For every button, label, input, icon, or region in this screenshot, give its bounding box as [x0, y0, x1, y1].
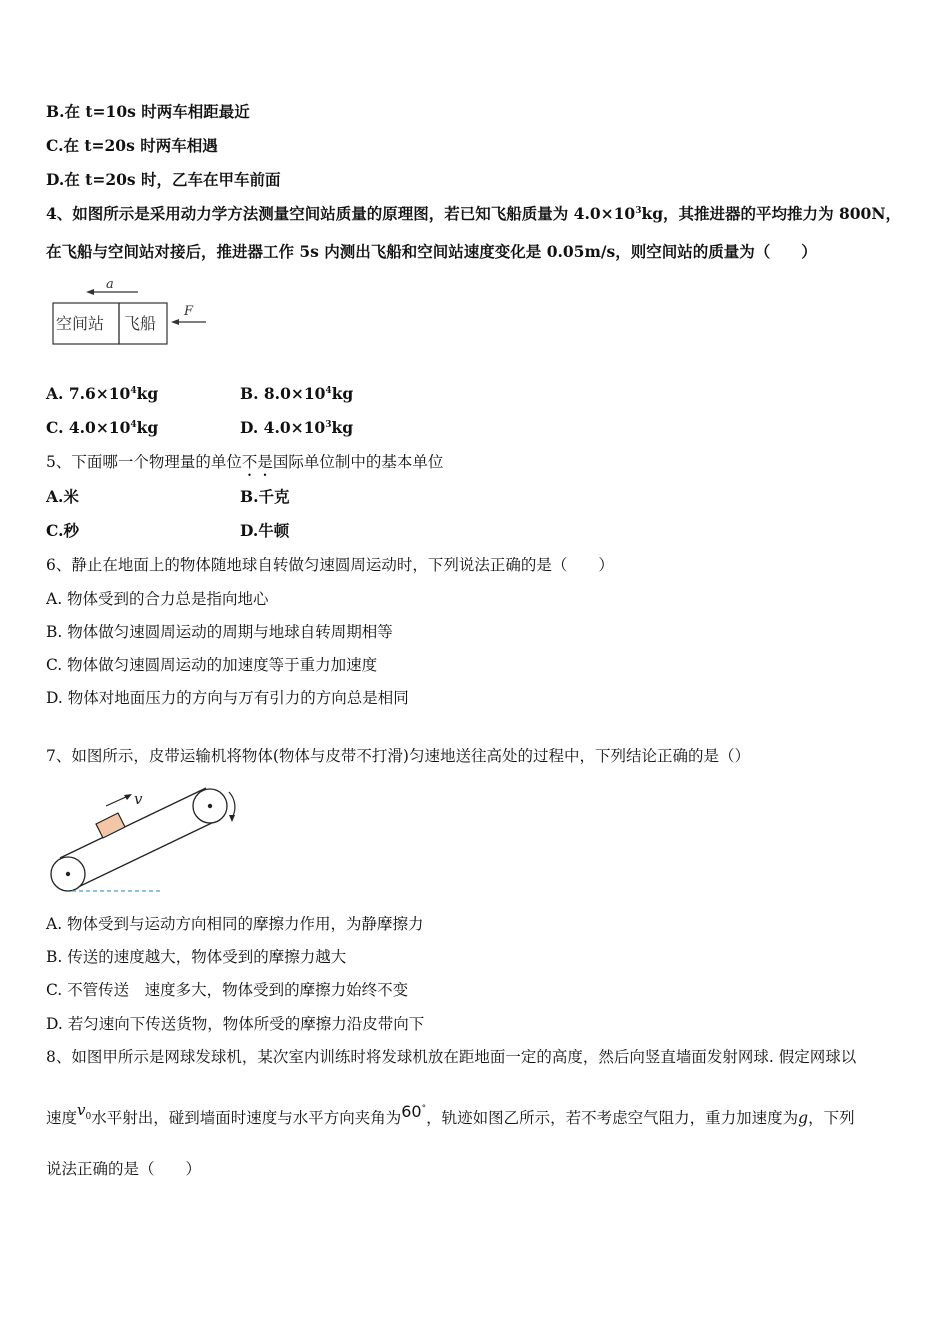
q4-option-d: D. $4.0\times 10^3kg$	[240, 418, 354, 437]
label-F: F	[184, 304, 194, 319]
acceleration-arrowhead	[86, 289, 94, 295]
q3-option-b: B.在 t=10s 时两车相距最近	[46, 102, 250, 121]
q3-option-c: C.在 t=20s 时两车相遇	[46, 136, 218, 155]
cargo-block	[96, 813, 125, 838]
q7-option-b: B. 传送的速度越大，物体受到的摩擦力越大	[46, 948, 347, 966]
q5-option-d: D.牛顿	[240, 521, 290, 540]
space-station-label: 空间站	[56, 314, 105, 333]
rotation-arrow	[229, 792, 235, 818]
q8-stem-line2: 速度$v_0$水平射出，碰到墙面时速度与水平方向夹角为60°，轨迹如图乙所示，若不考虑空气阻力，重力加速度为g，下列	[46, 1101, 855, 1127]
rotation-arrowhead	[229, 815, 235, 822]
q5-option-c: C.秒	[46, 521, 79, 540]
force-arrowhead	[171, 319, 179, 325]
q8-stem-line3: 说法正确的是（ ）	[46, 1160, 202, 1178]
g-symbol: g	[798, 1109, 809, 1127]
q5-stem: 5、下面哪一个物理量的单位不是国际单位制中的基本单位	[46, 453, 444, 471]
q7-option-a: A. 物体受到与运动方向相同的摩擦力作用，为静摩擦力	[46, 915, 424, 933]
belt-bottom-line	[72, 820, 218, 890]
q8-stem-line1: 8、如图甲所示是网球发球机，某次室内训练时将发球机放在距地面一定的高度，然后向竖直墙面发射网球. 假定网球以	[46, 1048, 857, 1066]
q5-option-a: A.米	[46, 487, 79, 506]
q4-figure-diagram	[48, 272, 218, 352]
q7-conveyor-figure	[44, 782, 254, 898]
spaceship-label: 飞船	[124, 314, 157, 333]
v0-symbol: $v_0$	[77, 1101, 92, 1122]
q6-option-c: C. 物体做匀速圆周运动的加速度等于重力加速度	[46, 656, 378, 674]
q5-option-b: B.千克	[240, 487, 290, 506]
q4-stem-line1: 4、如图所示是采用动力学方法测量空间站质量的原理图，若已知飞船质量为 $4.0\times 10^3kg$，其推进器的平均推力为 800N，	[46, 204, 901, 223]
angle-60: 60°	[401, 1102, 427, 1121]
upper-pulley-axle	[208, 804, 212, 808]
q6-stem: 6、静止在地面上的物体随地球自转做匀速圆周运动时，下列说法正确的是（ ）	[46, 556, 614, 574]
q3-option-d: D.在 t=20s 时，乙车在甲车前面	[46, 170, 281, 189]
label-a: a	[106, 277, 114, 292]
q7-option-d: D. 若匀速向下传送货物，物体所受的摩擦力沿皮带向下	[46, 1015, 425, 1033]
q6-option-b: B. 物体做匀速圆周运动的周期与地球自转周期相等	[46, 623, 393, 641]
q6-option-d: D. 物体对地面压力的方向与万有引力的方向总是相同	[46, 689, 409, 707]
velocity-arrow	[106, 796, 128, 806]
q7-stem: 7、如图所示，皮带运输机将物体(物体与皮带不打滑)匀速地送往高处的过程中，下列结论正确的是（）	[46, 747, 750, 765]
q4-option-b: B. $8.0\times 10^4kg$	[240, 384, 354, 403]
q7-option-c: C. 不管传送 速度多大，物体受到的摩擦力始终不变	[46, 981, 409, 999]
q4-option-c: C. $4.0\times 10^4kg$	[46, 418, 159, 437]
label-v: v	[134, 790, 143, 808]
lower-pulley-axle	[66, 872, 70, 876]
belt-top-line	[60, 788, 206, 858]
q6-option-a: A. 物体受到的合力总是指向地心	[46, 590, 269, 608]
q4-stem-line2: 在飞船与空间站对接后，推进器工作 5s 内测出飞船和空间站速度变化是 0.05m/s，则空间站的质量为（ ）	[46, 242, 817, 261]
q4-option-a: A. $7.6\times 10^4kg$	[46, 384, 159, 403]
